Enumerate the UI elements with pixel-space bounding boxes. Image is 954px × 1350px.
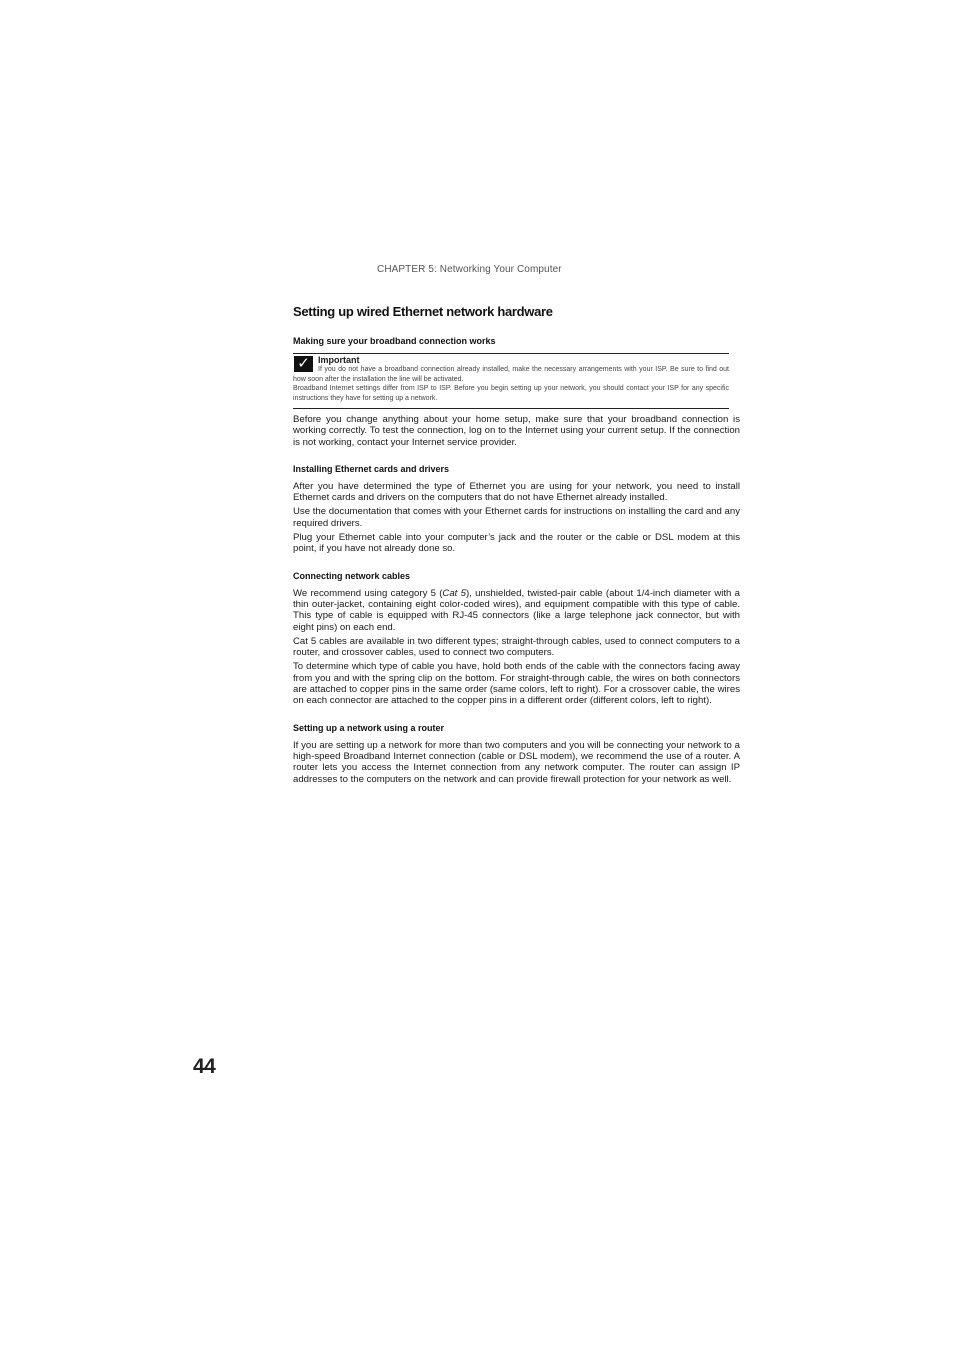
paragraph: Cat 5 cables are available in two different types; straight-through cables, used to connect computers to a router, and crossover cables, used to connect two computers. <box>293 635 740 659</box>
italic-term: Cat 5 <box>442 587 466 599</box>
paragraph: Use the documentation that comes with your Ethernet cards for instructions on installing the card and any required drivers. <box>293 506 740 529</box>
check-icon: ✓ <box>294 356 313 372</box>
page-content <box>293 304 740 788</box>
section-title: Setting up wired Ethernet network hardware <box>293 304 553 319</box>
important-callout <box>293 353 729 409</box>
callout-text-1: If you do not have a broadband connection already installed, make the necessary arrangements with your ISP. Be sure to find out how soon after the installation the line will be activated. <box>293 366 729 383</box>
paragraph: If you are setting up a network for more than two computers and you will be connecting your network to a high-speed Broadband Internet connection (cable or DSL modem), we recommend the use of a router. A router lets you access the Internet connection from any network computer. The router can assign IP addresses to the computers on the network and can provide firewall protection for your network as well. <box>293 739 740 785</box>
paragraph: After you have determined the type of Ethernet you are using for your network, you need to install Ethernet cards and drivers on the computers that do not have Ethernet already installed. <box>293 480 740 504</box>
subhead-ethernet-cards: Installing Ethernet cards and drivers <box>293 463 450 474</box>
subhead-router: Setting up a network using a router <box>293 722 445 733</box>
running-head: CHAPTER 5: Networking Your Computer <box>377 264 562 275</box>
page-number: 44 <box>193 1055 216 1078</box>
subhead-broadband: Making sure your broadband connection works <box>293 336 496 346</box>
callout-title: Important <box>318 355 360 365</box>
paragraph: Before you change anything about your home setup, make sure that your broadband connection is working correctly. To test the connection, log on to the Internet using your current setup. If the connection is not working, contact your Internet service provider. <box>293 414 740 448</box>
paragraph: We recommend using category 5 (Cat 5), unshielded, twisted-pair cable (about 1/4-inch diameter with a thin outer-jacket, containing eight color-coded wires), and equipment compatible with this type of cable. This type of cable is equipped with RJ-45 connectors (like a large telephone jack connector, but with eight pins) on each end. <box>293 587 740 633</box>
paragraph: Plug your Ethernet cable into your computer’s jack and the router or the cable or DSL modem at this point, if you have not already done so. <box>293 532 740 555</box>
subhead-network-cables: Connecting network cables <box>293 570 411 581</box>
paragraph: To determine which type of cable you have, hold both ends of the cable with the connectors facing away from you and with the spring clip on the bottom. For straight-through cable, the wires on both connectors are attached to copper pins in the same order (same colors, left to right). For a crossover cable, the wires on each connector are attached to the copper pins in a different order (different colors, left to right). <box>293 661 740 707</box>
callout-text-2: Broadband Internet settings differ from ISP to ISP. Before you begin setting up your network, you should contact your ISP for any specific instructions they have for setting up a network. <box>293 385 729 402</box>
